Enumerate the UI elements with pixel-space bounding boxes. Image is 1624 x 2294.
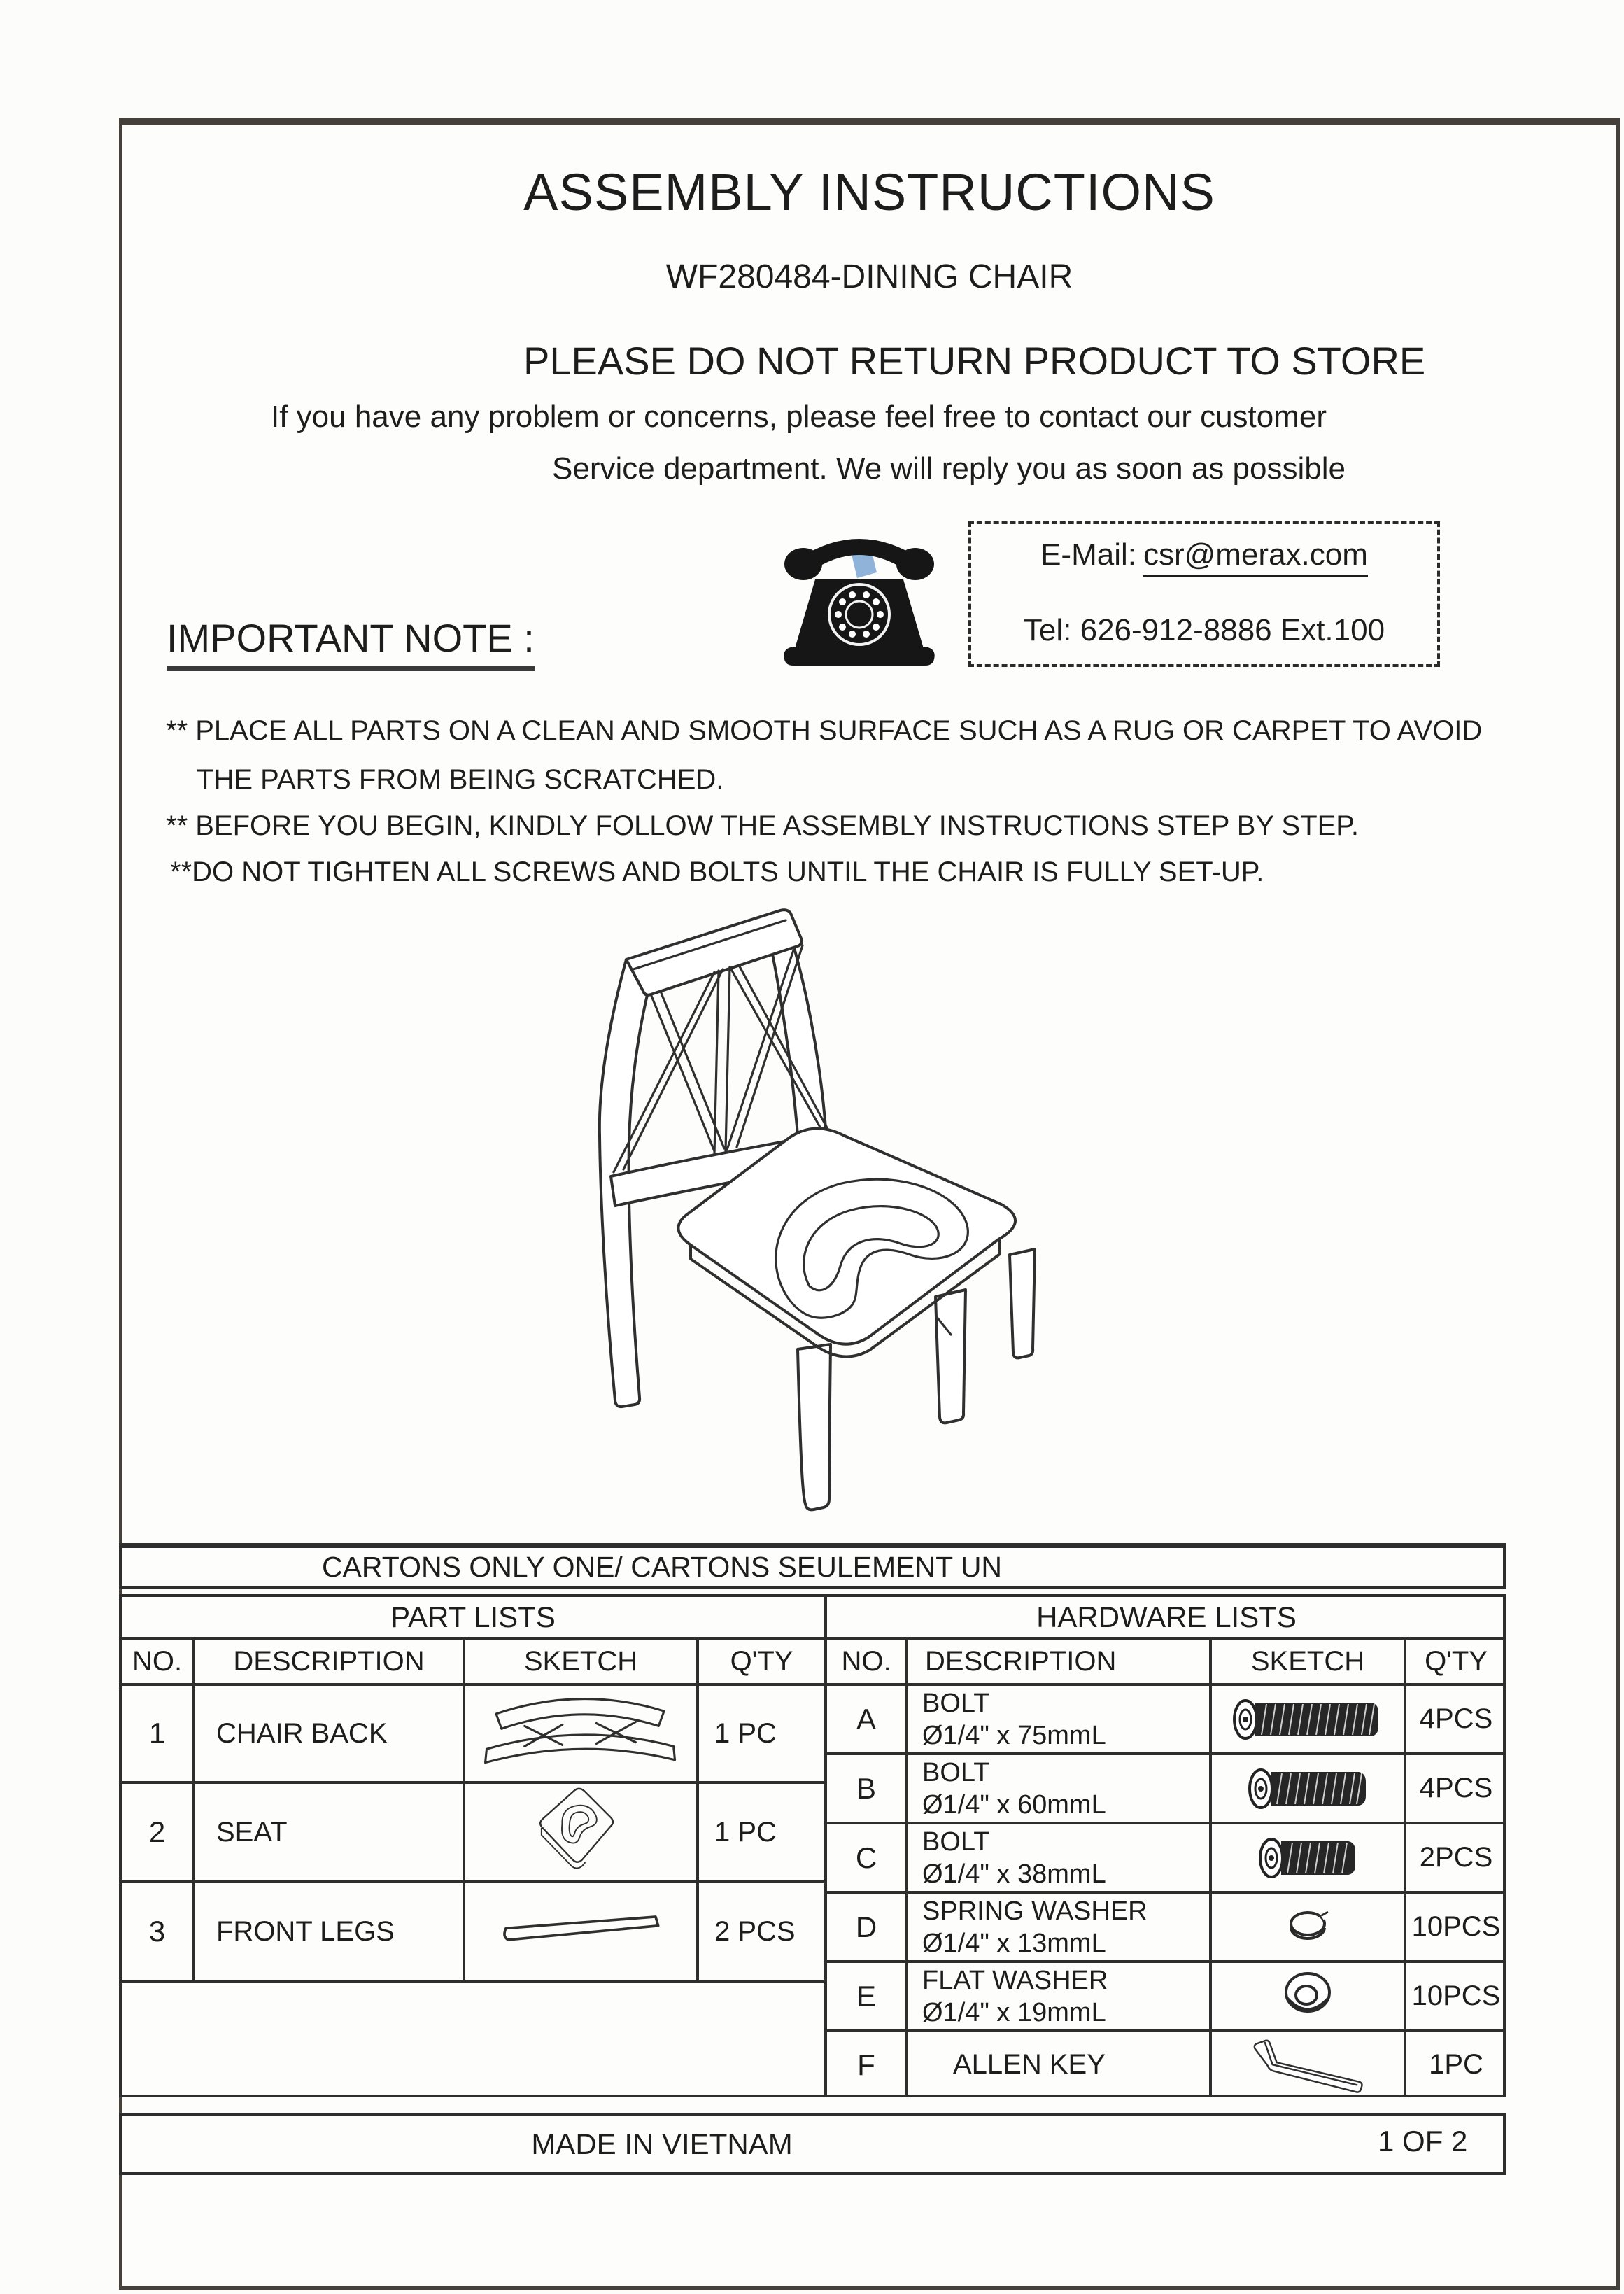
tel-line: Tel: 626-912-8886 Ext.100 <box>1023 613 1385 647</box>
hw-row-qty: 4PCS <box>1406 1755 1506 1824</box>
telephone-icon <box>771 529 947 669</box>
carton-banner-text: CARTONS ONLY ONE/ CARTONS SEULEMENT UN <box>321 1551 1003 1583</box>
hw-row-no: A <box>827 1686 908 1755</box>
hw-col-qty: Q'TY <box>1406 1640 1506 1686</box>
part-row-no: 2 <box>122 1784 195 1883</box>
part-row-no: 3 <box>122 1883 195 1983</box>
hardware-lists-title: HARDWARE LISTS <box>827 1597 1506 1640</box>
page-number: 1 OF 2 <box>1378 2125 1468 2158</box>
spring-washer-icon <box>1212 1894 1406 1963</box>
note-line-1: ** PLACE ALL PARTS ON A CLEAN AND SMOOTH SURFACE SUCH AS A RUG OR CARPET TO AVOID <box>166 715 1483 746</box>
hw-row-description <box>908 1894 1212 1963</box>
part-row-description: CHAIR BACK <box>195 1686 465 1784</box>
note-line-4: **DO NOT TIGHTEN ALL SCREWS AND BOLTS UNTIL THE CHAIR IS FULLY SET-UP. <box>170 857 1264 887</box>
hw-spec: Ø1/4" x 38mmL <box>922 1859 1106 1889</box>
note-line-2: THE PARTS FROM BEING SCRATCHED. <box>197 764 724 795</box>
part-lists-title: PART LISTS <box>122 1597 827 1640</box>
front-leg-sketch <box>465 1883 699 1983</box>
part-row-qty: 1 PC <box>699 1686 827 1784</box>
part-row-no: 1 <box>122 1686 195 1784</box>
flat-washer-icon <box>1212 1963 1406 2032</box>
store-notice-heading: PLEASE DO NOT RETURN PRODUCT TO STORE <box>523 339 1426 383</box>
parts-hardware-table <box>119 1594 1506 2097</box>
part-row-qty: 2 PCS <box>699 1883 827 1983</box>
footer-bar <box>119 2113 1506 2175</box>
store-notice-line-2: Service department. We will reply you as soon as possible <box>552 451 1346 486</box>
hw-spec: Ø1/4" x 75mmL <box>922 1720 1106 1750</box>
bolt-long-icon <box>1212 1686 1406 1755</box>
part-row-description: FRONT LEGS <box>195 1883 465 1983</box>
bolt-medium-icon <box>1212 1755 1406 1824</box>
hw-spec: Ø1/4" x 13mmL <box>922 1928 1106 1958</box>
hw-row-no: F <box>827 2032 908 2097</box>
hw-row-qty: 2PCS <box>1406 1824 1506 1894</box>
empty-cell <box>122 1983 827 2097</box>
hw-name: BOLT <box>922 1688 990 1718</box>
hw-col-description: DESCRIPTION <box>908 1640 1212 1686</box>
chair-back-sketch <box>465 1686 699 1784</box>
email-line <box>971 537 1437 572</box>
seat-sketch <box>465 1784 699 1883</box>
part-col-qty: Q'TY <box>699 1640 827 1686</box>
hw-row-no: E <box>827 1963 908 2032</box>
store-notice-line-1: If you have any problem or concerns, please feel free to contact our customer <box>271 400 1327 434</box>
hw-row-description <box>908 1824 1212 1894</box>
hw-name: SPRING WASHER <box>922 1896 1148 1926</box>
model-number: WF280484-DINING CHAIR <box>665 258 1073 295</box>
carton-banner-box <box>119 1543 1506 1589</box>
hw-name: BOLT <box>922 1757 990 1787</box>
email-label: E-Mail: <box>1040 537 1136 572</box>
part-col-description: DESCRIPTION <box>195 1640 465 1686</box>
hw-name: BOLT <box>922 1827 990 1857</box>
hw-row-description <box>908 1755 1212 1824</box>
part-row-qty: 1 PC <box>699 1784 827 1883</box>
hw-spec: Ø1/4" x 60mmL <box>922 1789 1106 1820</box>
hw-col-no: NO. <box>827 1640 908 1686</box>
hw-row-qty: 10PCS <box>1406 1963 1506 2032</box>
note-line-3: ** BEFORE YOU BEGIN, KINDLY FOLLOW THE ASSEMBLY INSTRUCTIONS STEP BY STEP. <box>166 810 1359 841</box>
hw-spec: Ø1/4" x 19mmL <box>922 1997 1106 2027</box>
part-col-no: NO. <box>122 1640 195 1686</box>
dining-chair-illustration <box>584 905 1046 1521</box>
part-row-description: SEAT <box>195 1784 465 1883</box>
hw-row-description: ALLEN KEY <box>908 2032 1212 2097</box>
hw-row-qty: 10PCS <box>1406 1894 1506 1963</box>
hw-name: FLAT WASHER <box>922 1965 1108 1995</box>
email-address[interactable]: csr@merax.com <box>1143 537 1368 577</box>
made-in-label: MADE IN VIETNAM <box>531 2127 793 2160</box>
bolt-short-icon <box>1212 1824 1406 1894</box>
contact-info-box <box>968 521 1440 667</box>
hw-row-no: D <box>827 1894 908 1963</box>
hw-row-no: B <box>827 1755 908 1824</box>
hw-row-no: C <box>827 1824 908 1894</box>
part-col-sketch: SKETCH <box>465 1640 699 1686</box>
hw-row-qty: 1PC <box>1429 2049 1483 2080</box>
allen-key-icon <box>1212 2032 1406 2097</box>
important-note-heading: IMPORTANT NOTE : <box>167 619 535 671</box>
hw-row-description <box>908 1686 1212 1755</box>
hw-row-description <box>908 1963 1212 2032</box>
hw-col-sketch: SKETCH <box>1212 1640 1406 1686</box>
hw-row-qty: 4PCS <box>1406 1686 1506 1755</box>
page-title: ASSEMBLY INSTRUCTIONS <box>523 163 1215 221</box>
